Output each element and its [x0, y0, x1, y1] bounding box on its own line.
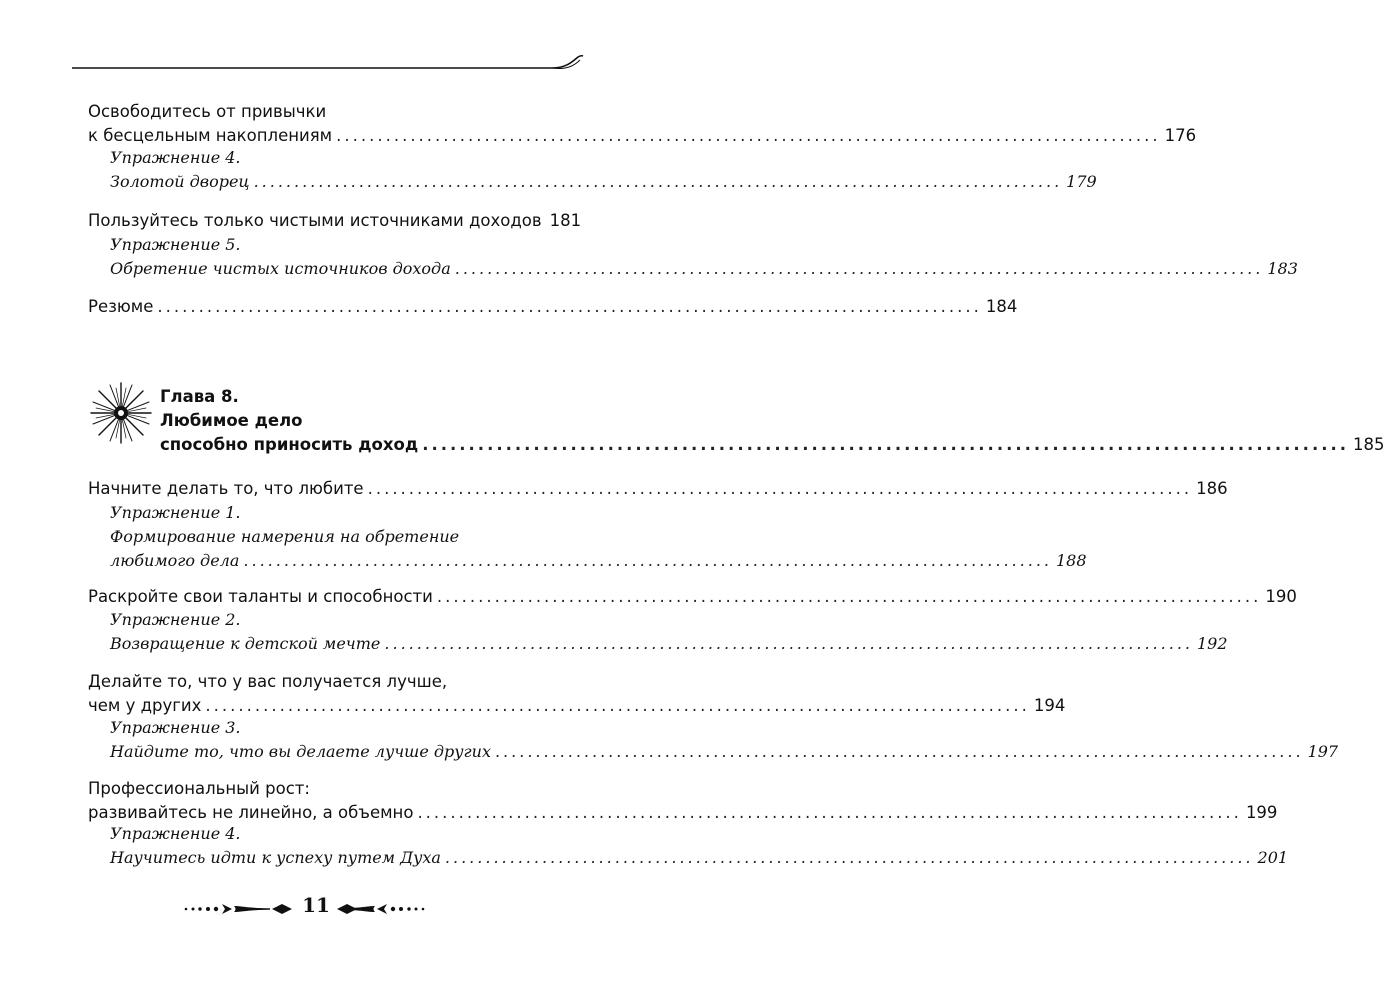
toc-entry-title: к бесцельным накоплениям	[88, 126, 333, 145]
page-ref: 190	[1265, 587, 1297, 606]
exercise-title: Научитесь идти к успеху путем Духа	[110, 848, 441, 867]
page-number: 11	[302, 893, 330, 917]
page-ref: 197	[1307, 742, 1339, 761]
exercise-title: Золотой дворец	[110, 172, 250, 191]
toc-entry-title: Делайте то, что у вас получается лучше,	[88, 672, 448, 691]
toc-entry	[88, 777, 1278, 825]
page-ref: 186	[1196, 479, 1228, 498]
dot-leader: ....................................................................................................	[253, 172, 1063, 191]
page-ref: 194	[1033, 696, 1066, 715]
page-ref: 176	[1164, 126, 1197, 145]
exercise-title: Найдите то, что вы делаете лучше других	[110, 742, 491, 761]
page-ref: 181	[549, 211, 582, 230]
toc-subentry	[88, 716, 1339, 764]
dot-leader: ....................................................................................................	[444, 848, 1254, 867]
toc-entry-title: Резюме	[88, 297, 154, 316]
page-ref: 192	[1196, 634, 1228, 653]
toc-entry-title: Освободитесь от привычки	[88, 102, 327, 121]
toc-entry-title: Начните делать то, что любите	[88, 479, 364, 498]
exercise-title: Обретение чистых источников дохода	[110, 259, 451, 278]
page-ref: 201	[1257, 848, 1289, 867]
exercise-label: Упражнение 5.	[110, 235, 241, 254]
page-ref: 188	[1055, 551, 1087, 570]
exercise-label: Упражнение 2.	[110, 610, 241, 629]
toc-entry-title: развивайтесь не линейно, а объемно	[88, 803, 414, 822]
dot-leader: ....................................................................................................	[417, 803, 1242, 822]
toc-entry-title: Профессиональный рост:	[88, 779, 310, 798]
toc-entry	[88, 670, 1066, 718]
exercise-label: Упражнение 4.	[110, 824, 241, 843]
dot-leader: ....................................................................................................	[454, 259, 1264, 278]
toc-subentry	[88, 233, 1298, 281]
starburst-icon	[90, 382, 152, 444]
dot-leader: ....................................................................................................	[384, 634, 1193, 653]
page-ref: 199	[1245, 803, 1278, 822]
chapter-number: Глава 8.	[160, 387, 239, 406]
dot-leader: ....................................................................................................	[367, 479, 1193, 498]
chapter-heading	[88, 385, 1385, 457]
exercise-label: Упражнение 3.	[110, 718, 241, 737]
toc-entry-title: Пользуйтесь только чистыми источниками доходов	[88, 211, 542, 230]
exercise-title: Возвращение к детской мечте	[110, 634, 381, 653]
exercise-title: любимого дела	[110, 551, 240, 570]
toc-subentry	[88, 501, 1087, 573]
toc-subentry	[88, 146, 1097, 194]
dot-leader: ....................................................................................................	[336, 126, 1161, 145]
dot-leader: ....................................................................................................	[157, 297, 982, 316]
dot-leader: ....................................................................................................	[494, 742, 1304, 761]
toc-entry-title: чем у других	[88, 696, 202, 715]
page-ref: 184	[985, 297, 1018, 316]
dot-leader: ....................................................................................................	[243, 551, 1052, 570]
header-rule	[0, 0, 631, 80]
toc-entry	[88, 585, 1297, 609]
exercise-label: Упражнение 1.	[110, 503, 241, 522]
page-ref: 185	[1353, 435, 1385, 454]
toc-entry-title: Раскройте свои таланты и способности	[88, 587, 433, 606]
dot-leader: ....................................................................................................	[422, 435, 1350, 454]
dot-leader: ....................................................................................................	[205, 696, 1030, 715]
toc-subentry	[88, 608, 1228, 656]
toc-entry	[88, 209, 582, 233]
dot-leader: ....................................................................................................	[436, 587, 1262, 606]
toc-subentry	[88, 822, 1289, 870]
page-ref: 183	[1267, 259, 1298, 278]
toc-entry	[88, 477, 1228, 501]
chapter-title: способно приносить доход	[160, 435, 419, 454]
exercise-label: Упражнение 4.	[110, 148, 241, 167]
chapter-title: Любимое дело	[160, 411, 303, 430]
toc-entry	[88, 100, 1197, 148]
exercise-title: Формирование намерения на обретение	[110, 527, 460, 546]
toc-entry	[88, 295, 1018, 319]
page-ref: 179	[1066, 172, 1097, 191]
